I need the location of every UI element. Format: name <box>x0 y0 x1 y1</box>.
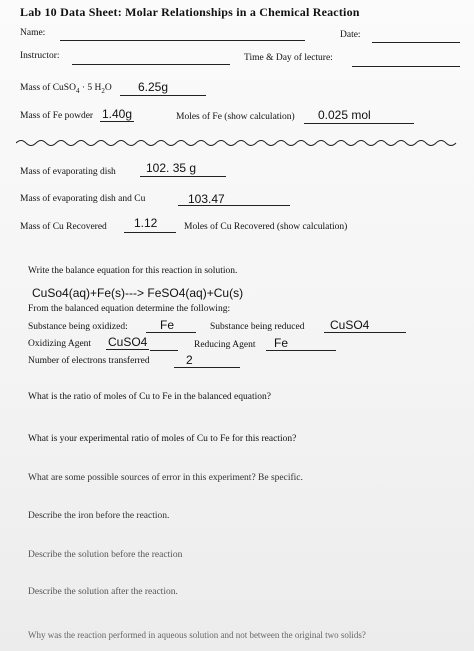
mass-cuso4-label: Mass of CuSO$_4$ · 5 $H_2O$ <box>20 83 112 95</box>
instructor-field[interactable] <box>72 64 230 65</box>
date-label: Date: <box>340 30 361 40</box>
oxidizing-agent-label: Oxidizing Agent <box>28 339 92 349</box>
moles-fe-line <box>304 123 414 124</box>
mass-dish-label: Mass of evaporating dish <box>20 167 116 177</box>
mass-dish-cu-value[interactable]: 103.47 <box>188 192 225 206</box>
reducing-agent-label: Reducing Agent <box>194 340 256 350</box>
name-label: Name: <box>20 28 46 38</box>
equation-answer[interactable]: CuSo4(aq)+Fe(s)---> FeSO4(aq)+Cu(s) <box>32 286 244 300</box>
oxidized-line <box>146 332 196 333</box>
question-ratio-experimental: What is your experimental ratio of moles of Cu to Fe for this reaction? <box>28 434 297 444</box>
reduced-value[interactable]: CuSO4 <box>330 318 370 332</box>
mass-cuso4-line <box>120 95 206 96</box>
mass-cu-line <box>124 232 176 233</box>
time-day-label: Time & Day of lecture: <box>244 53 333 63</box>
mass-fe-label: Mass of Fe powder <box>20 111 94 121</box>
mass-cu-value[interactable]: 1.12 <box>134 216 158 230</box>
reducing-agent-value[interactable]: Fe <box>274 336 289 350</box>
oxidized-value[interactable]: Fe <box>160 318 175 332</box>
electrons-value[interactable]: 2 <box>186 353 193 367</box>
oxidized-label: Substance being oxidized: <box>28 322 128 332</box>
question-error-sources: What are some possible sources of error in this experiment? Be specific. <box>28 473 303 483</box>
question-iron-before: Describe the iron before the reaction. <box>28 511 170 521</box>
instructor-label: Instructor: <box>20 51 60 61</box>
mass-fe-value[interactable]: 1.40g <box>102 107 133 121</box>
mass-dish-value[interactable]: 102. 35 g <box>146 161 197 175</box>
oxidizing-agent-line-end <box>150 350 178 351</box>
equation-prompt: Write the balance equation for this reaction in solution. <box>28 266 238 276</box>
question-aqueous-solution: Why was the reaction performed in aqueous solution and not between the original two solids? <box>28 630 366 640</box>
reducing-agent-line <box>266 350 336 351</box>
oxidizing-agent-value[interactable]: CuSO4 <box>108 335 148 349</box>
name-field[interactable] <box>60 40 305 41</box>
wavy-divider <box>16 136 460 150</box>
date-field[interactable] <box>372 42 460 43</box>
mass-cuso4-value[interactable]: 6.25g <box>138 80 169 94</box>
mass-dish-cu-line <box>178 205 290 206</box>
mass-dish-cu-label: Mass of evaporating dish and Cu <box>20 194 146 204</box>
reduced-line <box>324 332 406 333</box>
reduced-label: Substance being reduced <box>210 322 305 332</box>
electrons-label: Number of electrons transferred <box>28 356 150 366</box>
page-title: Lab 10 Data Sheet: Molar Relationships in a Chemical Reaction <box>20 5 360 19</box>
question-solution-after: Describe the solution after the reaction. <box>28 587 178 597</box>
moles-fe-label: Moles of Fe (show calculation) <box>176 112 295 122</box>
balanced-eq-instruction: From the balanced equation determine the following: <box>28 304 231 314</box>
question-ratio-balanced: What is the ratio of moles of Cu to Fe in the balanced equation? <box>28 392 271 402</box>
question-solution-before: Describe the solution before the reaction <box>28 550 183 560</box>
moles-cu-label: Moles of Cu Recovered (show calculation) <box>184 222 348 232</box>
moles-fe-value[interactable]: 0.025 mol <box>318 108 371 122</box>
electrons-line <box>174 367 240 368</box>
mass-dish-line <box>140 176 226 177</box>
time-day-field[interactable] <box>352 66 460 67</box>
mass-cu-label: Mass of Cu Recovered <box>20 222 107 232</box>
